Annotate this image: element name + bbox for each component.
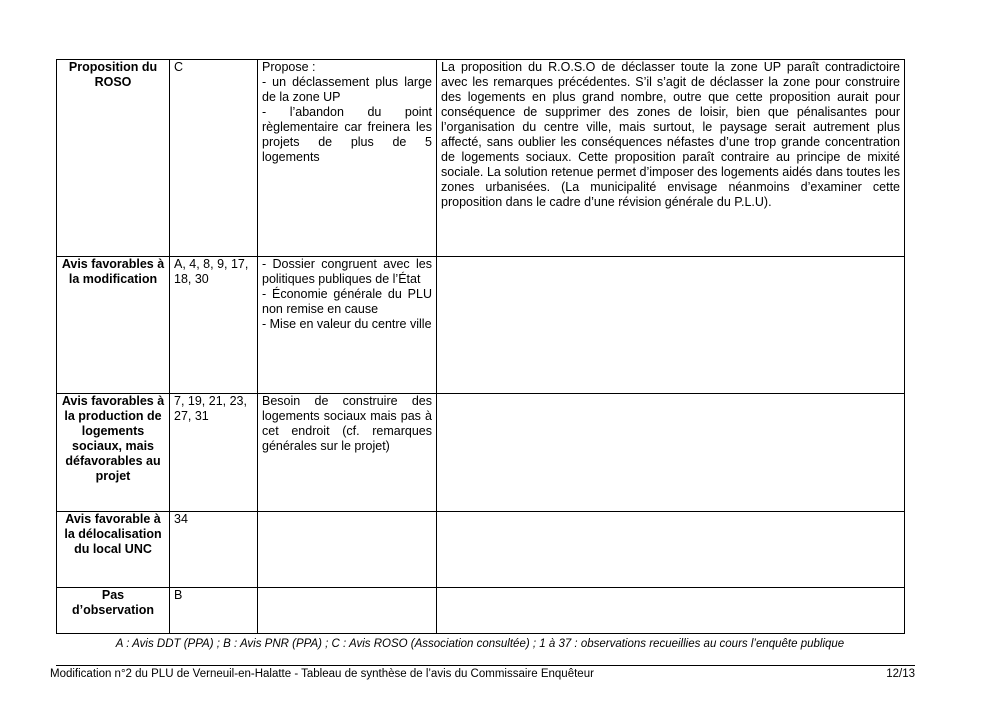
row-label: Proposition du ROSO [57,60,170,257]
motif-line: Besoin de construire des logements sociaux mais pas à cet endroit (cf. remarques générales sur le projet) [262,394,432,453]
row-motifs [258,394,437,512]
row-refs: 7, 19, 21, 23, 27, 31 [170,394,258,512]
row-refs: C [170,60,258,257]
motif-line: - Économie générale du PLU non remise en cause [262,287,432,316]
page-number: 12/13 [886,668,915,680]
motif-line: Propose : [262,60,316,74]
motif-line: - l’abandon du point règlementaire car freinera les projets de plus de 5 logements [262,105,432,164]
row-motifs [258,257,437,394]
motif-line: - Mise en valeur du centre ville [262,317,432,331]
table-row [57,588,905,634]
row-response [437,588,905,634]
row-motifs [258,512,437,588]
motif-line: - Dossier congruent avec les politiques publiques de l’État [262,257,432,286]
row-response [437,512,905,588]
row-label: Avis favorables à la production de logements sociaux, mais défavorables au projet [57,394,170,512]
motif-line: - un déclassement plus large de la zone UP [262,75,432,104]
row-response [437,394,905,512]
footer-title: Modification n°2 du PLU de Verneuil-en-Halatte - Tableau de synthèse de l’avis du Commissaire Enquêteur [50,668,594,680]
row-motifs [258,588,437,634]
footer-divider [56,665,915,666]
row-response [437,257,905,394]
table-row [57,512,905,588]
row-label: Avis favorables à la modification [57,257,170,394]
row-label: Pas d’observation [57,588,170,634]
synthesis-table [56,59,905,634]
row-motifs [258,60,437,257]
table-row [57,60,905,257]
row-refs: A, 4, 8, 9, 17, 18, 30 [170,257,258,394]
row-response: La proposition du R.O.S.O de déclasser toute la zone UP paraît contradictoire avec les remarques précédentes. S’il s’agit de déclasser la zone pour construire des logements en plus grand nombre, outre que cette proposition aurait pour conséquence de supprimer des zones de loisir, bien que pénalisantes pour l’organisation du centre ville, mais surtout, le paysage serait autrement plus affecté, sans oublier les conséquences néfastes d’une trop grande concentration de logements sociaux. Cette proposition paraît contraire au principe de mixité sociale. La solution retenue permet d’imposer des logements aidés dans toutes les zones urbanisées. (La municipalité envisage néanmoins d’examiner cette proposition dans le cadre d’une révision générale du P.L.U). [437,60,905,257]
table-row [57,257,905,394]
row-refs: B [170,588,258,634]
table-footnote: A : Avis DDT (PPA) ; B : Avis PNR (PPA) ; C : Avis ROSO (Association consultée) ; 1 à 37 : observations recueillies au cours l’enquête publique [115,638,845,650]
table-row [57,394,905,512]
row-label: Avis favorable à la délocalisation du local UNC [57,512,170,588]
row-refs: 34 [170,512,258,588]
